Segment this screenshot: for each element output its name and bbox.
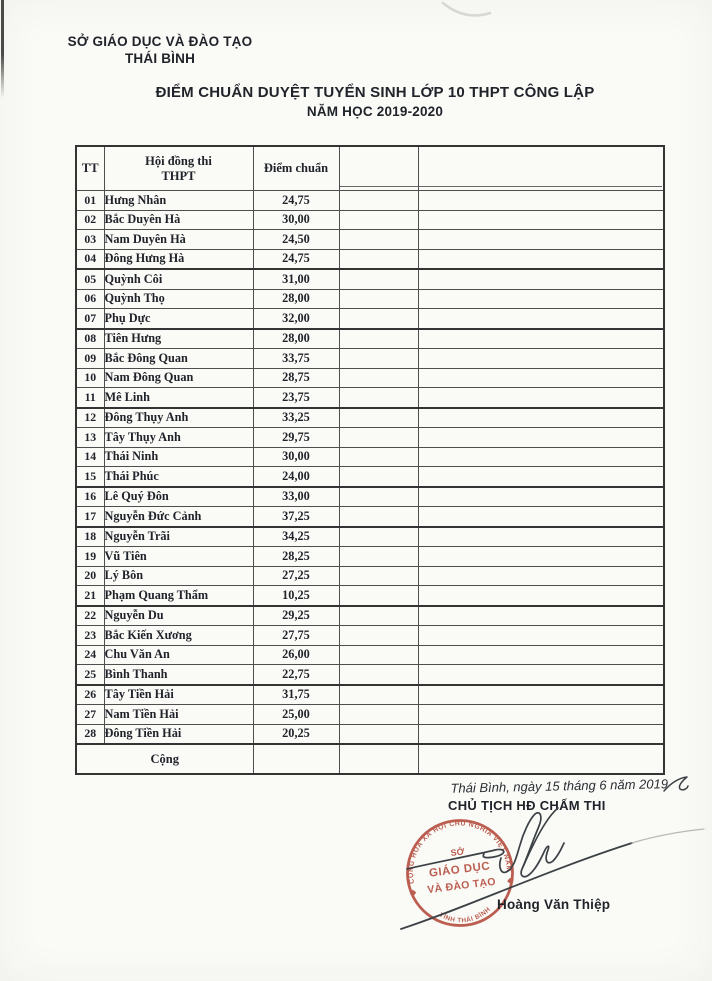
row-number: 15 <box>76 467 104 487</box>
empty-cell <box>339 685 418 705</box>
stamp-center-line3: VÀ ĐÀO TẠO <box>426 875 497 897</box>
score-value: 33,25 <box>253 408 339 428</box>
org-name: SỞ GIÁO DỤC VÀ ĐÀO TẠO <box>67 34 253 49</box>
row-number: 10 <box>76 368 104 388</box>
col-header-council <box>104 146 253 191</box>
empty-cell <box>339 210 418 230</box>
score-value: 23,75 <box>253 388 339 408</box>
school-name: Bắc Duyên Hà <box>104 210 253 230</box>
table-row <box>76 467 664 487</box>
table-row <box>76 230 664 250</box>
row-number: 06 <box>76 289 104 309</box>
score-value: 33,00 <box>253 487 339 507</box>
school-name: Đông Hưng Hà <box>104 249 253 269</box>
table-row <box>76 408 664 428</box>
empty-cell <box>418 210 664 230</box>
empty-cell <box>339 724 418 744</box>
table-header-row <box>76 146 664 191</box>
empty-cell <box>418 586 664 606</box>
empty-cell <box>339 626 418 646</box>
empty-cell <box>418 547 664 567</box>
table-row <box>76 428 664 448</box>
table-row <box>76 487 664 507</box>
row-number: 05 <box>76 269 104 289</box>
table-row <box>76 527 664 547</box>
school-name: Lý Bôn <box>104 566 253 586</box>
table-row <box>76 249 664 269</box>
row-number: 26 <box>76 685 104 705</box>
empty-cell <box>339 368 418 388</box>
row-number: 08 <box>76 329 104 349</box>
empty-cell <box>339 269 418 289</box>
empty-cell <box>418 626 664 646</box>
school-name: Mê Linh <box>104 388 253 408</box>
table-row <box>76 645 664 665</box>
school-name: Quỳnh Thọ <box>104 289 253 309</box>
empty-cell <box>418 349 664 369</box>
score-value: 33,75 <box>253 349 339 369</box>
score-value: 34,25 <box>253 527 339 547</box>
empty-cell <box>418 289 664 309</box>
empty-cell <box>418 566 664 586</box>
empty-cell <box>418 665 664 685</box>
empty-cell <box>418 467 664 487</box>
row-number: 03 <box>76 230 104 250</box>
empty-cell <box>418 527 664 547</box>
col-header-council-line1: Hội đồng thi <box>145 153 212 168</box>
empty-cell <box>339 329 418 349</box>
score-value: 31,75 <box>253 685 339 705</box>
table-row <box>76 329 664 349</box>
signer-name: Hoàng Văn Thiệp <box>497 897 611 912</box>
row-number: 13 <box>76 428 104 448</box>
score-value: 28,75 <box>253 368 339 388</box>
row-number: 11 <box>76 388 104 408</box>
col-header-empty-2 <box>418 146 664 191</box>
score-value: 28,25 <box>253 547 339 567</box>
table-row <box>76 210 664 230</box>
table-row <box>76 586 664 606</box>
empty-cell <box>418 487 664 507</box>
signature-cross-stroke <box>407 849 504 869</box>
school-name: Bình Thanh <box>104 665 253 685</box>
school-name: Lê Quý Đôn <box>104 487 253 507</box>
row-number: 02 <box>76 210 104 230</box>
scan-smudge-mark <box>430 0 510 25</box>
score-value: 25,00 <box>253 705 339 725</box>
stamp-center-line1: SỞ <box>450 846 465 858</box>
school-name: Tây Thụy Anh <box>104 428 253 448</box>
empty-cell <box>339 230 418 250</box>
row-number: 07 <box>76 309 104 329</box>
table-row <box>76 665 664 685</box>
score-value: 37,25 <box>253 507 339 527</box>
empty-cell <box>418 269 664 289</box>
table-row <box>76 349 664 369</box>
empty-cell <box>418 447 664 467</box>
empty-cell <box>339 467 418 487</box>
score-value: 29,25 <box>253 606 339 626</box>
school-name: Tiên Hưng <box>104 329 253 349</box>
school-name: Nam Duyên Hà <box>104 230 253 250</box>
empty-cell <box>418 309 664 329</box>
row-number: 04 <box>76 249 104 269</box>
empty-cell <box>418 191 664 211</box>
score-value: 27,75 <box>253 626 339 646</box>
empty-cell <box>418 249 664 269</box>
row-number: 20 <box>76 566 104 586</box>
empty-cell <box>339 606 418 626</box>
table-row <box>76 606 664 626</box>
school-name: Phạm Quang Thẩm <box>104 586 253 606</box>
row-number: 23 <box>76 626 104 646</box>
score-value: 32,00 <box>253 309 339 329</box>
row-number: 28 <box>76 724 104 744</box>
empty-cell <box>339 309 418 329</box>
score-value: 24,75 <box>253 249 339 269</box>
empty-cell <box>418 408 664 428</box>
org-header <box>60 33 260 67</box>
pen-tick-mark <box>664 777 688 791</box>
row-number: 14 <box>76 447 104 467</box>
stamp-center-line2: GIÁO DỤC <box>428 860 491 880</box>
score-value: 24,50 <box>253 230 339 250</box>
org-province: THÁI BÌNH <box>124 51 196 66</box>
signature-title: CHỦ TỊCH HĐ CHẤM THI <box>448 798 606 813</box>
school-name: Vũ Tiên <box>104 547 253 567</box>
table-body <box>76 191 664 745</box>
stamp-arc-bottom-text: TỈNH THÁI BÌNH <box>438 905 493 925</box>
empty-cell <box>339 705 418 725</box>
score-value: 24,00 <box>253 467 339 487</box>
school-name: Nam Tiền Hải <box>104 705 253 725</box>
col-header-score: Điểm chuẩn <box>253 146 339 191</box>
school-name: Nam Đông Quan <box>104 368 253 388</box>
empty-cell <box>339 349 418 369</box>
school-name: Chu Văn An <box>104 645 253 665</box>
empty-cell <box>339 191 418 211</box>
score-value: 20,25 <box>253 724 339 744</box>
col-header-council-line2: THPT <box>161 168 196 183</box>
empty-cell <box>339 428 418 448</box>
row-number: 19 <box>76 547 104 567</box>
empty-cell <box>418 428 664 448</box>
empty-cell <box>339 566 418 586</box>
row-number: 22 <box>76 606 104 626</box>
empty-cell <box>339 408 418 428</box>
school-name: Thái Phúc <box>104 467 253 487</box>
score-value: 22,75 <box>253 665 339 685</box>
doc-title-line1: ĐIỂM CHUẨN DUYỆT TUYỂN SINH LỚP 10 THPT CÔNG LẬP <box>155 84 595 101</box>
date-line: Thái Bình, ngày 15 tháng 6 năm 2019 <box>450 776 669 796</box>
score-value: 28,00 <box>253 329 339 349</box>
empty-cell <box>339 507 418 527</box>
score-value: 30,00 <box>253 447 339 467</box>
row-number: 21 <box>76 586 104 606</box>
school-name: Đông Tiền Hải <box>104 724 253 744</box>
doc-title-line2: NĂM HỌC 2019-2020 <box>306 104 444 119</box>
table-row <box>76 368 664 388</box>
row-number: 18 <box>76 527 104 547</box>
score-value: 24,75 <box>253 191 339 211</box>
score-value: 28,00 <box>253 289 339 309</box>
table-row <box>76 724 664 744</box>
empty-cell <box>339 665 418 685</box>
empty-cell <box>418 230 664 250</box>
empty-cell <box>418 705 664 725</box>
empty-cell <box>418 645 664 665</box>
score-value: 27,25 <box>253 566 339 586</box>
empty-cell <box>339 487 418 507</box>
row-number: 17 <box>76 507 104 527</box>
stamp-arc-top-text: CỘNG HÒA XÃ HỘI CHỦ NGHĨA VIỆT NAM <box>407 820 513 885</box>
table-row <box>76 547 664 567</box>
total-label: Cộng <box>76 744 253 774</box>
empty-cell <box>339 289 418 309</box>
table-row <box>76 705 664 725</box>
table-row <box>76 626 664 646</box>
school-name: Tây Tiền Hải <box>104 685 253 705</box>
empty-cell <box>418 507 664 527</box>
school-name: Bắc Kiến Xương <box>104 626 253 646</box>
empty-cell <box>339 645 418 665</box>
row-number: 16 <box>76 487 104 507</box>
signature-scribble <box>500 813 564 877</box>
school-name: Bắc Đông Quan <box>104 349 253 369</box>
row-number: 25 <box>76 665 104 685</box>
table-row <box>76 447 664 467</box>
empty-cell <box>418 606 664 626</box>
empty-cell <box>418 388 664 408</box>
empty-cell <box>339 586 418 606</box>
row-number: 24 <box>76 645 104 665</box>
score-value: 30,00 <box>253 210 339 230</box>
table-row <box>76 685 664 705</box>
scan-edge-artifact <box>1 0 4 98</box>
scores-table <box>75 145 665 775</box>
doc-title <box>41 84 709 119</box>
empty-cell <box>418 329 664 349</box>
school-name: Nguyễn Đức Cảnh <box>104 507 253 527</box>
school-name: Phụ Dực <box>104 309 253 329</box>
row-number: 27 <box>76 705 104 725</box>
empty-cell <box>418 724 664 744</box>
table-row <box>76 566 664 586</box>
empty-cell <box>339 547 418 567</box>
row-number: 01 <box>76 191 104 211</box>
empty-cell <box>418 685 664 705</box>
row-number: 09 <box>76 349 104 369</box>
school-name: Đông Thụy Anh <box>104 408 253 428</box>
empty-cell <box>339 388 418 408</box>
table-row <box>76 269 664 289</box>
score-value: 26,00 <box>253 645 339 665</box>
col-header-tt: TT <box>76 146 104 191</box>
header-double-rule <box>340 186 662 187</box>
score-value: 10,25 <box>253 586 339 606</box>
table-row <box>76 289 664 309</box>
signature-faint-stroke <box>632 829 704 843</box>
empty-cell <box>339 447 418 467</box>
table-row <box>76 388 664 408</box>
table-row <box>76 507 664 527</box>
school-name: Nguyễn Du <box>104 606 253 626</box>
school-name: Hưng Nhân <box>104 191 253 211</box>
table-row <box>76 309 664 329</box>
school-name: Thái Ninh <box>104 447 253 467</box>
empty-cell <box>418 368 664 388</box>
school-name: Quỳnh Côi <box>104 269 253 289</box>
total-score-cell <box>253 744 339 774</box>
score-value: 31,00 <box>253 269 339 289</box>
col-header-empty-1 <box>339 146 418 191</box>
empty-cell <box>339 249 418 269</box>
score-value: 29,75 <box>253 428 339 448</box>
table-row <box>76 191 664 211</box>
empty-cell <box>339 527 418 547</box>
school-name: Nguyễn Trãi <box>104 527 253 547</box>
handwritten-signature <box>380 770 712 970</box>
row-number: 12 <box>76 408 104 428</box>
